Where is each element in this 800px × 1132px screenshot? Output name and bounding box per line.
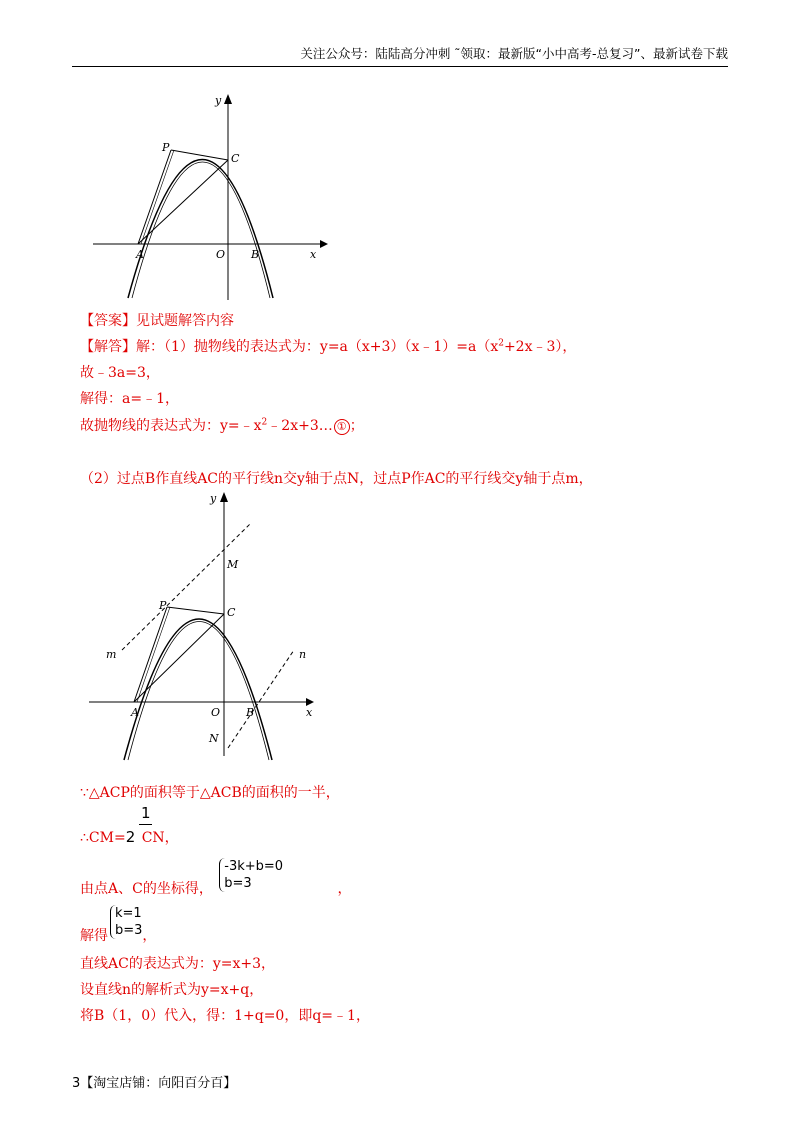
label-a: A [131, 706, 139, 719]
segment-pa-2 [141, 150, 174, 244]
label-y: y [210, 492, 217, 505]
line-n-expression: 设直线n的解析式为y=x+q， [80, 982, 264, 998]
label-b: B [251, 248, 260, 261]
ac-expression-line: 直线AC的表达式为：y=x+3， [80, 956, 275, 972]
label-m-line: m [106, 648, 117, 661]
page-header: 关注公众号：陆陆高分冲刺 ˜领取：最新版“小中高考-总复习”、最新试卷下载 [72, 44, 728, 67]
x-axis-arrow [306, 698, 314, 706]
fraction-bar [139, 824, 152, 825]
parabola-curve [128, 160, 273, 299]
label-n-point: N [209, 732, 219, 745]
label-m-point: M [227, 558, 239, 571]
substitution-line: 将B（1，0）代入，得：1+q=0，即q=﹣1， [80, 1008, 370, 1024]
label-a: A [136, 248, 144, 261]
parabola-figure-1 [88, 90, 338, 300]
solution-part1-line: 【解答】解：（1）抛物线的表达式为：$y=a(x+3)(x﹣1)=a(x^2+2x﹣3)$， [80, 338, 577, 355]
label-b: B [246, 706, 255, 719]
page-footer: 3【淘宝店铺：向阳百分百】 [72, 1076, 237, 1091]
solution-part2-line: （2）过点B作直线AC的平行线n交y轴于点N，过点P作AC的平行线交y轴于点m， [80, 471, 593, 487]
solution-line-3: 解得：a=﹣1， [80, 391, 179, 407]
fraction-denominator: 2 [125, 828, 136, 846]
label-o: O [211, 706, 221, 719]
equation-system-2: k=1 b=3 [110, 905, 142, 939]
answer-line: 【答案】见试题解答内容 [80, 313, 234, 329]
fraction-numerator: 1 [141, 804, 151, 822]
circled-one: ① [334, 419, 350, 435]
equation-system-1: -3k+b=0 b=3 [219, 858, 283, 892]
label-c: C [231, 152, 240, 165]
label-p: P [159, 599, 167, 612]
label-p: P [162, 141, 170, 154]
label-c: C [227, 606, 236, 619]
y-axis-arrow [224, 94, 232, 104]
parabola-figure-2 [84, 488, 334, 768]
because-line: ∵△ACP的面积等于△ACB的面积的一半， [80, 785, 340, 801]
segment-pc [171, 150, 228, 160]
segment-pc [167, 607, 224, 614]
parabola-curve-shadow [128, 622, 269, 761]
line-m [122, 524, 250, 650]
label-x: x [306, 706, 313, 719]
label-x: x [310, 248, 317, 261]
solve-line: 解得 k=1 b=3 ， [80, 906, 157, 944]
label-o: O [216, 248, 226, 261]
therefore-line: ∴CM=2 CN， [80, 828, 179, 846]
solution-line-4: 故抛物线的表达式为：$y=﹣x^2﹣2x+3\dots$ ① ； [80, 417, 364, 434]
line-n [228, 650, 294, 748]
label-n-line: n [299, 648, 307, 661]
label-y: y [215, 94, 222, 107]
y-axis-arrow [220, 492, 228, 502]
solution-line-2: 故﹣3a=3， [80, 365, 160, 381]
segment-ac [134, 614, 224, 702]
x-axis-arrow [320, 240, 328, 248]
segment-pa [138, 150, 171, 244]
coordinate-line: 由点A、C的坐标得， -3k+b=0 b=3 ， [80, 859, 352, 897]
